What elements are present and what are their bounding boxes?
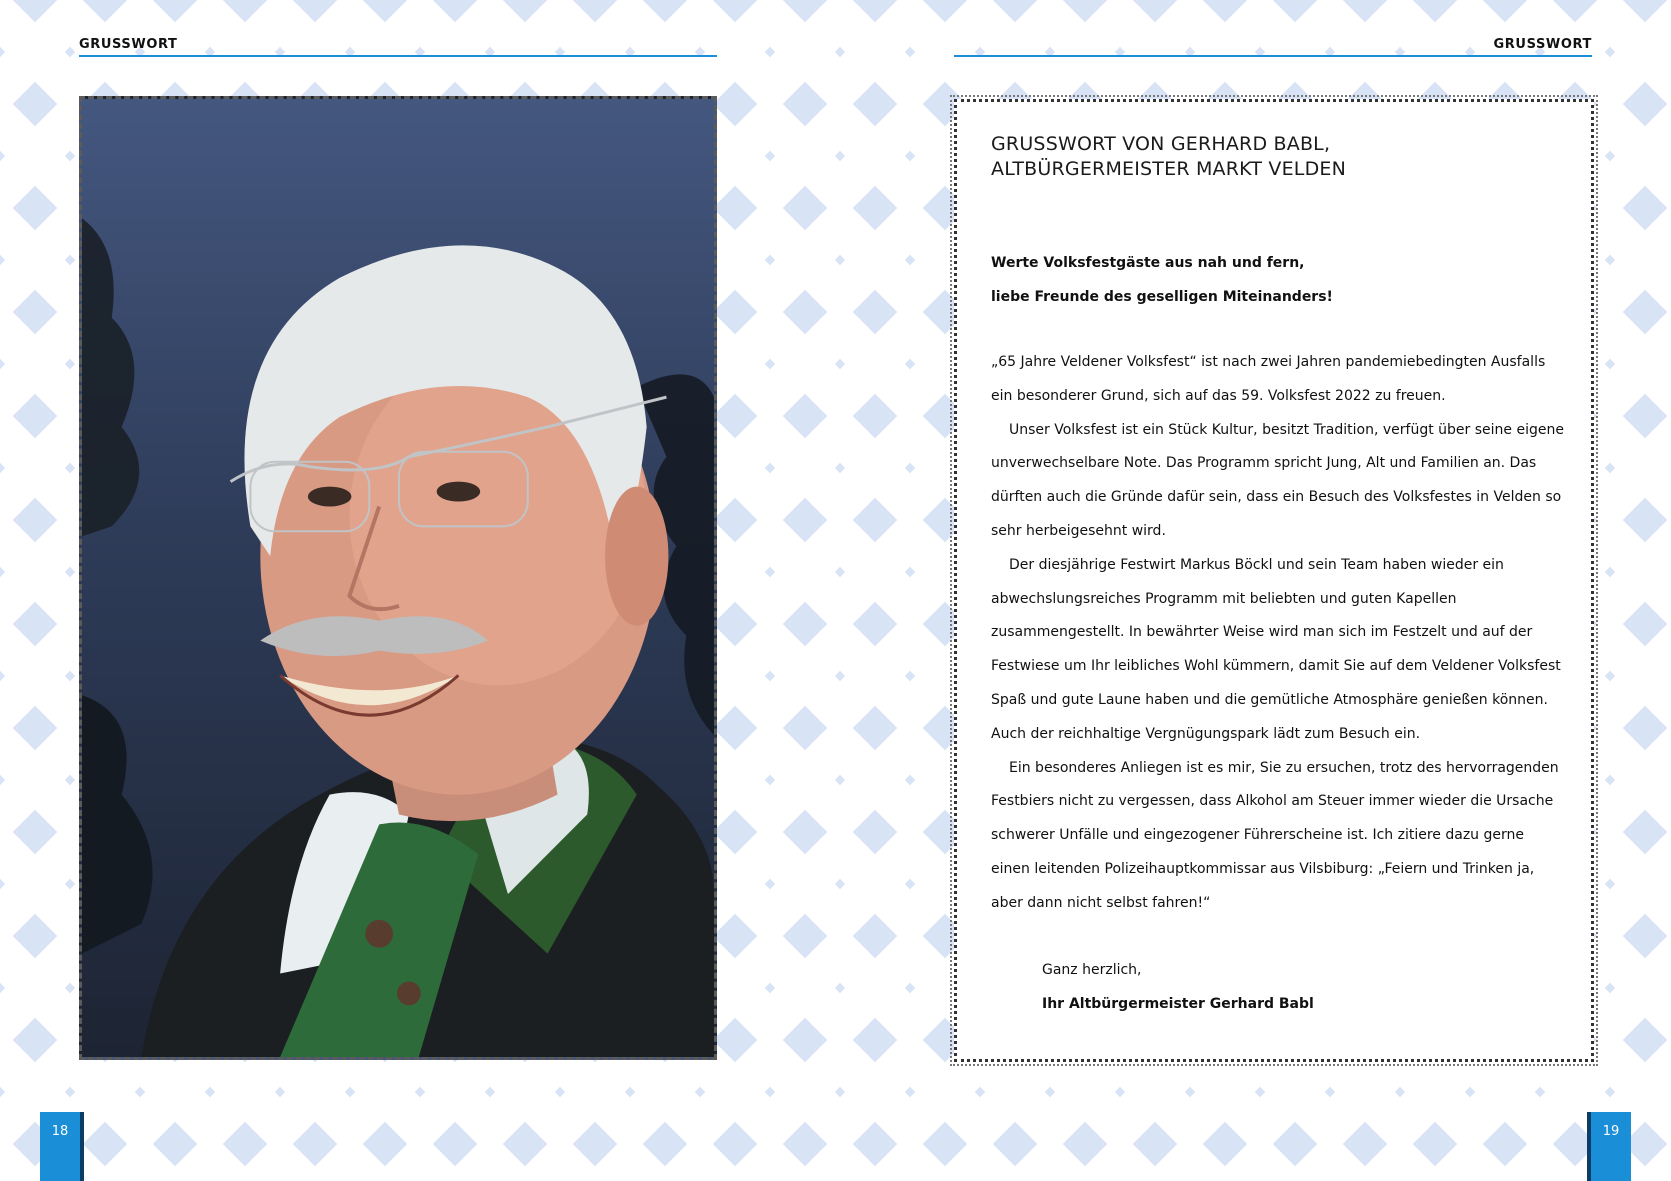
signature-line: Ihr Altbürgermeister Gerhard Babl — [1042, 995, 1314, 1012]
paragraph-1: „65 Jahre Veldener Volksfest“ ist nach zwei Jahren pandemiebedingten Ausfalls ein besonderer Grund, sich auf das 59. Volksfest 2022 zu freuen. — [991, 354, 1546, 404]
left-page-section-label: GRUSSWORT — [79, 37, 717, 57]
greeting-title-line2: ALTBÜRGERMEISTER MARKT VELDEN — [991, 158, 1347, 180]
greeting-letter — [991, 132, 1567, 1021]
paragraph-3: Der diesjährige Festwirt Markus Böckl und sein Team haben wieder ein abwechslungsreiches Programm mit beliebten und guten Kapellen zusammengestellt. In bewährter Weise wird man sich im Festzelt und auf der Festwiese um Ihr leibliches Wohl kümmern, damit Sie auf dem Veldener Volksfest Spaß und gute Laune haben und die gemütliche Atmosphäre genießen können. Auch der reichhaltige Vergnügungspark lädt zum Besuch ein. — [991, 556, 1561, 742]
page-number-right: 19 — [1591, 1112, 1631, 1181]
greeting-text-box — [954, 99, 1594, 1062]
portrait-photo-icon — [82, 99, 714, 1057]
salutation-line1: Werte Volksfestgäste aus nah und fern, — [991, 255, 1305, 271]
greeting-title — [991, 132, 1567, 182]
salutation — [991, 246, 1567, 314]
paragraph-4: Ein besonderes Anliegen ist es mir, Sie zu ersuchen, trotz des hervorragenden Festbiers nicht zu vergessen, dass Alkohol am Steuer immer wieder die Ursache schwerer Unfälle und eingezogener Führerscheine ist. Ich zitiere dazu gerne einen leitenden Polizeihauptkommissar aus Vilsbiburg: „Feiern und Trinken ja, aber dann nicht selbst fahren!“ — [991, 759, 1559, 911]
right-page-section-label: GRUSSWORT — [954, 37, 1592, 57]
page-number-left: 18 — [40, 1112, 80, 1181]
closing — [991, 953, 1567, 1021]
greeting-title-line1: GRUSSWORT VON GERHARD BABL, — [991, 133, 1331, 155]
paragraph-2: Unser Volksfest ist ein Stück Kultur, besitzt Tradition, verfügt über seine eigene unverwechselbare Note. Das Programm spricht Jung, Alt und Familien an. Das dürften auch die Gründe dafür sein, dass ein Besuch des Volksfestes in Velden so sehr herbeigesehnt wird. — [991, 421, 1564, 539]
closing-line: Ganz herzlich, — [1042, 961, 1142, 978]
portrait-photo — [79, 96, 717, 1060]
salutation-line2: liebe Freunde des geselligen Miteinanders! — [991, 289, 1333, 305]
letter-body — [991, 346, 1567, 921]
